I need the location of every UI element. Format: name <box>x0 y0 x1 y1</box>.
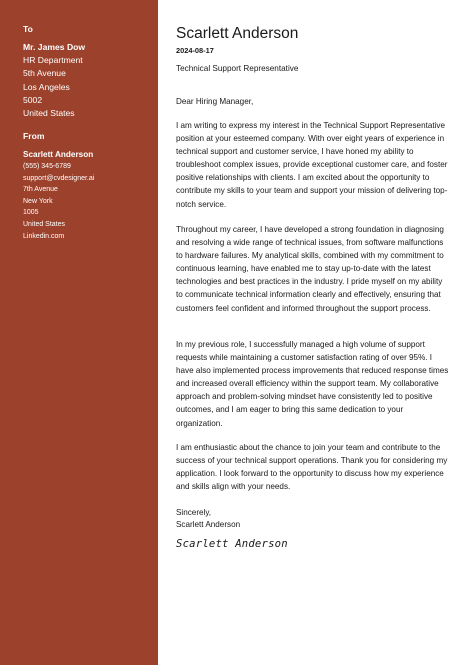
recipient-street: 5th Avenue <box>23 68 66 79</box>
recipient-city: Los Angeles <box>23 81 70 92</box>
sender-country: United States <box>23 220 66 228</box>
signature: Scarlett Anderson <box>176 538 288 550</box>
letter-date: 2024-08-17 <box>176 46 214 55</box>
recipient-name: Mr. James Dow <box>23 42 86 52</box>
recipient-country: United States <box>23 108 75 119</box>
job-title: Technical Support Representative <box>176 64 299 73</box>
candidate-name: Scarlett Anderson <box>176 25 299 42</box>
body-paragraph-2: Throughout my career, I have developed a strong foundation in diagnosing and resolving a wide range of technical issues, from software malfunctions to hardware failures. My analytical skills, combined with my commitment to continuous learning, have enabled me to stay up-to-date with the latest technologies and best practices in the industry. I pride myself on my ability to communicate technical information clearly and effectively, ensuring that customers feel confident and informed throughout the support process. <box>176 225 444 313</box>
sender-name: Scarlett Anderson <box>23 150 94 159</box>
sender-zip: 1005 <box>23 209 39 217</box>
closing: Sincerely, <box>176 508 212 517</box>
sender-details <box>23 149 94 242</box>
signer-name: Scarlett Anderson <box>176 520 241 529</box>
body-paragraph-1: I am writing to express my interest in the Technical Support Representative position at your esteemed company. With over eight years of experience in technical support and customer service, I have honed my ability to troubleshoot complex issues, provide exceptional customer care, and foster positive relationships with clients. I am excited about the opportunity to contribute my skills to your team and support your mission of delivering top-notch service. <box>176 121 448 209</box>
body-paragraph-4: I am enthusiastic about the chance to join your team and contribute to the success of your technical support operations. Thank you for considering my application. I look forward to the opportunity to discuss how my experience and skills align with your needs. <box>176 443 448 492</box>
recipient-zip: 5002 <box>23 94 43 105</box>
sender-street: 7th Avenue <box>23 186 58 194</box>
sender-linkedin-link[interactable]: Linkedin.com <box>23 232 65 240</box>
sidebar <box>0 0 158 665</box>
sender-phone[interactable]: (555) 345-6789 <box>23 163 71 170</box>
from-heading: From <box>23 131 45 141</box>
body-paragraph-3: In my previous role, I successfully managed a high volume of support requests while maintaining a customer satisfaction rating of over 95%. I have also implemented process improvements that reduced response times and increased overall efficiency within the support team. My collaborative approach and problem-solving mindset have consistently led to positive outcomes, and I am eager to bring this same dedication to your organization. <box>176 340 449 428</box>
recipient-details <box>23 41 85 120</box>
sender-city: New York <box>23 197 53 205</box>
recipient-department: HR Department <box>23 55 83 66</box>
salutation: Dear Hiring Manager, <box>176 97 254 106</box>
sender-email[interactable]: support@cvdesigner.ai <box>23 174 95 182</box>
to-heading: To <box>23 24 33 34</box>
